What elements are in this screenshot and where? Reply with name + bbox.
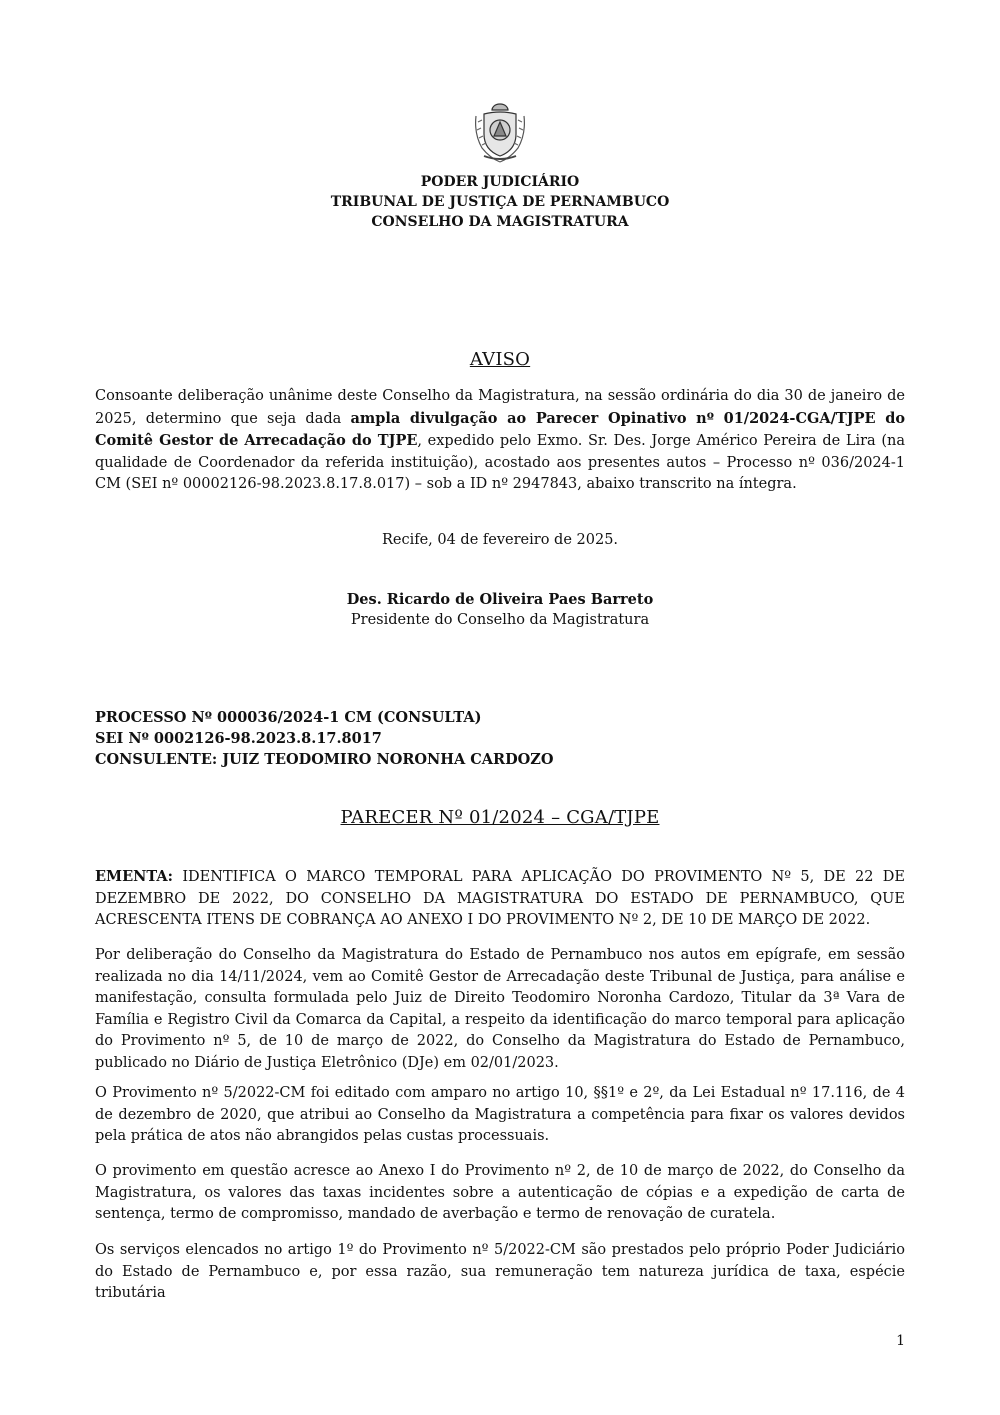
header-line-1: PODER JUDICIÁRIO	[420, 174, 580, 190]
parecer-paragraph-3: O provimento em questão acresce ao Anexo I do Provimento nº 2, de 10 de março de 2022, do Conselho da Magistratura, os valores das taxas incidentes sobre a autenticação de cópias e a expedição de carta de sentença, termo de compromisso, mandado de averbação e termo de renovação de curatela.	[95, 1163, 905, 1222]
signer-role: Presidente do Conselho da Magistratura	[350, 612, 650, 628]
ementa-paragraph	[95, 866, 905, 932]
process-number: PROCESSO Nº 000036/2024-1 CM (CONSULTA)	[95, 709, 482, 726]
institution-header	[0, 172, 1000, 232]
parecer-paragraph-1: Por deliberação do Conselho da Magistratura do Estado de Pernambuco nos autos em epígrafe, em sessão realizada no dia 14/11/2024, vem ao Comitê Gestor de Arrecadação deste Tribunal de Justiça, para análise e manifestação, consulta formulada pelo Juiz de Direito Teodomiro Noronha Cardozo, Titular da 3ª Vara de Família e Registro Civil da Comarca da Capital, a respeito da identificação do marco temporal para aplicação do Provimento nº 5, de 10 de março de 2022, do Conselho da Magistratura do Estado de Pernambuco, publicado no Diário de Justiça Eletrônico (DJe) em 02/01/2023.	[95, 947, 905, 1071]
ementa-text: IDENTIFICA O MARCO TEMPORAL PARA APLICAÇÃO DO PROVIMENTO Nº 5, DE 22 DE DEZEMBRO DE 2022, DO CONSELHO DA MAGISTRATURA DO ESTADO DE PERNAMBUCO, QUE ACRESCENTA ITENS DE COBRANÇA AO ANEXO I DO PROVIMENTO Nº 2, DE 10 DE MARÇO DE 2022.	[95, 869, 905, 928]
header-line-2: TRIBUNAL DE JUSTIÇA DE PERNAMBUCO	[330, 194, 670, 210]
sei-number: SEI Nº 0002126-98.2023.8.17.8017	[95, 730, 382, 747]
parecer-paragraph-4: Os serviços elencados no artigo 1º do Provimento nº 5/2022-CM são prestados pelo próprio Poder Judiciário do Estado de Pernambuco e, por essa razão, sua remuneração tem natureza jurídica de taxa, espécie tributária	[95, 1242, 905, 1301]
header-line-3: CONSELHO DA MAGISTRATURA	[371, 214, 629, 230]
page-number: 1	[896, 1333, 905, 1349]
ementa-label: EMENTA:	[95, 868, 174, 885]
aviso-paragraph	[95, 386, 905, 496]
signer-name: Des. Ricardo de Oliveira Paes Barreto	[346, 591, 654, 608]
coat-of-arms-seal	[470, 100, 530, 166]
parecer-paragraph-2: O Provimento nº 5/2022-CM foi editado com amparo no artigo 10, §§1º e 2º, da Lei Estadual nº 17.116, de 4 de dezembro de 2020, que atribui ao Conselho da Magistratura a competência para fixar os valores devidos pela prática de atos não abrangidos pelas custas processuais.	[95, 1085, 905, 1144]
aviso-text-bold: ampla divulgação ao Parecer Opinativo nº 01/2024-CGA/TJPE do Comitê Gestor de Arrecadação do TJPE	[95, 409, 905, 449]
aviso-date: Recife, 04 de fevereiro de 2025.	[381, 532, 619, 548]
parecer-title: PARECER Nº 01/2024 – CGA/TJPE	[340, 807, 660, 828]
aviso-title: AVISO	[469, 349, 531, 370]
aviso-text-start: Consoante deliberação unânime deste Conselho da Magistratura, na sessão ordinária do dia 30 de janeiro de 2025, determino que seja dada	[95, 388, 905, 427]
process-info	[95, 707, 554, 770]
aviso-text-end: , expedido pelo Exmo. Sr. Des. Jorge Américo Pereira de Lira (na qualidade de Coordenador da referida instituição), acostado aos presentes autos – Processo nº 036/2024-1 CM (SEI nº 00002126-98.2023.8.17.8.017) – sob a ID nº 2947843, abaixo transcrito na íntegra.	[95, 433, 905, 492]
consulente: CONSULENTE: JUIZ TEODOMIRO NORONHA CARDOZO	[95, 751, 554, 768]
